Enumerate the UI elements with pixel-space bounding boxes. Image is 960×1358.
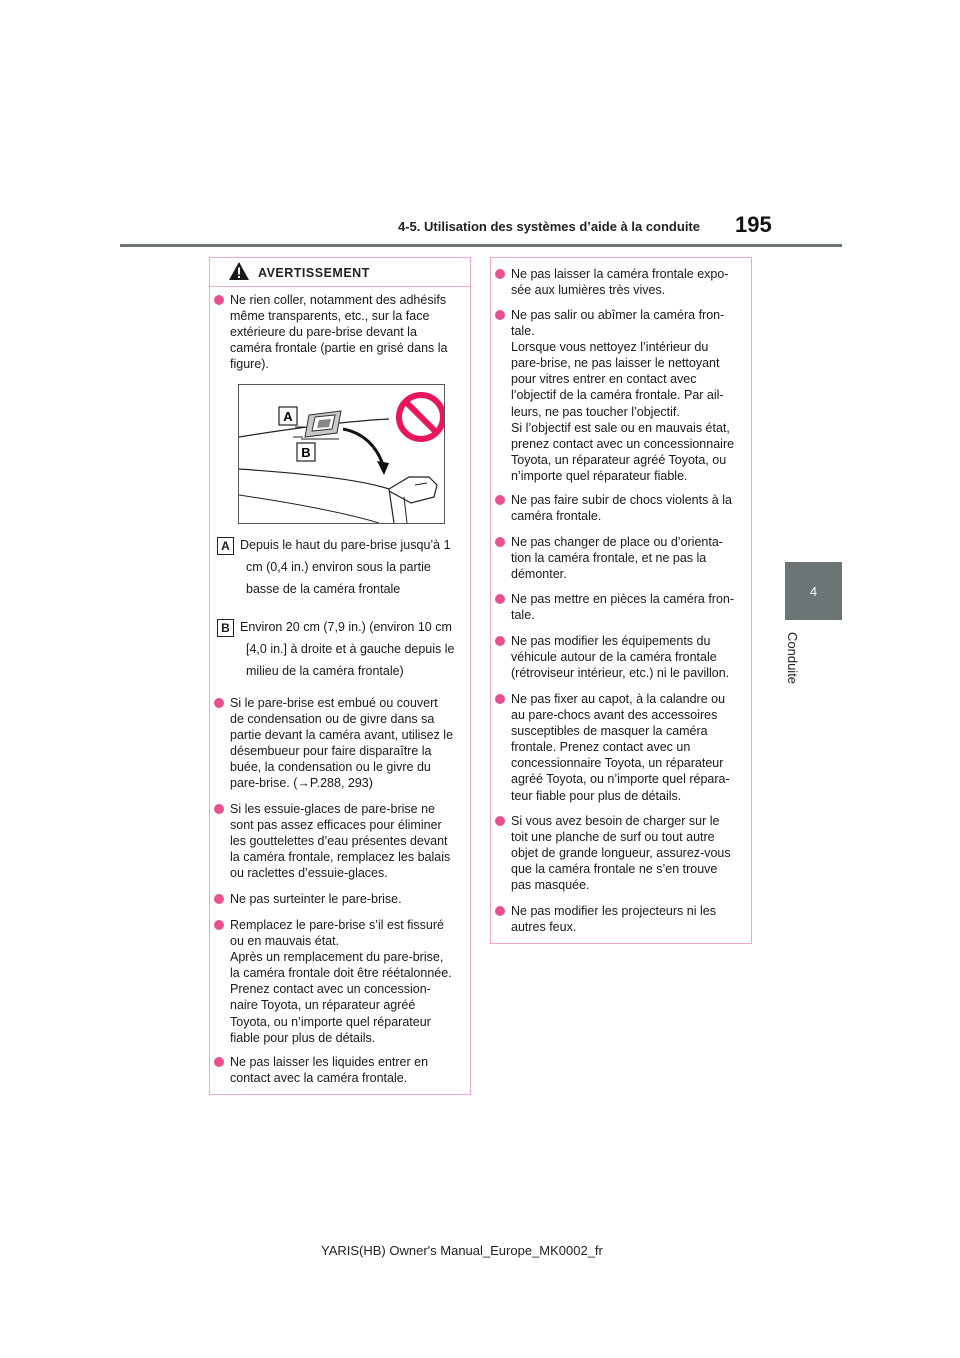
item-text: Ne pas modifier les équipements du véhicule autour de la caméra frontale (rétroviseur intérieur, etc.) ni le pavillon. xyxy=(511,634,730,681)
item-text: Ne pas salir ou abîmer la caméra fron- tale. Lorsque vous nettoyez l’intérieur du pare-brise, ne pas laisser le nettoyant pour vitres entrer en contact avec l’objectif de la caméra frontale. Par ail- leurs, ne pas toucher l’objectif. Si l’objectif est sale ou en mauvais état, prenez contact avec un concessionnaire Toyota, un réparateur agréé Toyota, ou n’importe quel réparateur fiable. xyxy=(511,308,735,483)
warning-box-right xyxy=(490,257,752,944)
bullet-icon xyxy=(214,295,224,305)
tag-b: B xyxy=(217,619,234,637)
windshield-illustration xyxy=(239,385,444,523)
bullet-icon xyxy=(495,495,505,505)
bullet-icon xyxy=(214,1057,224,1067)
header-divider xyxy=(120,244,842,247)
bullet-icon xyxy=(495,310,505,320)
bullet-icon xyxy=(495,269,505,279)
bullet-icon xyxy=(495,816,505,826)
tag-a: A xyxy=(217,537,234,555)
section-title: 4-5. Utilisation des systèmes d’aide à la conduite xyxy=(398,219,700,234)
bullet-icon xyxy=(214,920,224,930)
label-b-row xyxy=(217,619,469,685)
list-item xyxy=(214,292,464,372)
list-item xyxy=(495,266,745,298)
warning-title: AVERTISSEMENT xyxy=(258,266,370,280)
warning-header xyxy=(210,258,470,287)
list-item xyxy=(495,307,745,484)
chapter-label-wrap xyxy=(786,632,802,712)
item-text: Si vous avez besoin de charger sur le toit une planche de surf ou tout autre objet de grande longueur, assurez-vous que la caméra frontale ne s’en trouve pas masquée. xyxy=(511,814,731,893)
item-text: Ne pas laisser la caméra frontale expo- sée aux lumières très vives. xyxy=(511,267,729,298)
item-text: Ne pas faire subir de chocs violents à la caméra frontale. xyxy=(511,493,732,524)
list-item xyxy=(495,633,745,681)
chapter-tab xyxy=(785,562,842,620)
windshield-camera-figure xyxy=(238,384,445,524)
bullet-icon xyxy=(214,894,224,904)
list-item xyxy=(214,1054,464,1086)
label-b-line: Environ 20 cm (7,9 in.) (environ 10 cm xyxy=(240,620,452,634)
list-item xyxy=(495,591,745,623)
list-item xyxy=(495,903,745,935)
bullet-icon xyxy=(214,698,224,708)
label-a-row xyxy=(217,537,469,603)
bullet-icon xyxy=(495,636,505,646)
label-a-line: Depuis le haut du pare-brise jusqu’à 1 xyxy=(240,538,451,552)
item-text: Ne pas mettre en pièces la caméra fron- tale. xyxy=(511,592,735,623)
bullet-icon xyxy=(495,694,505,704)
label-a-line: basse de la caméra frontale xyxy=(246,582,401,596)
item-text: Ne rien coller, notamment des adhésifs même transparents, etc., sur la face extérieure du pare-brise devant la caméra frontale (partie en grisé dans la figure). xyxy=(230,293,448,372)
list-item xyxy=(214,917,464,1046)
list-item xyxy=(495,492,745,524)
chapter-label: Conduite xyxy=(785,632,800,685)
list-item xyxy=(214,801,464,881)
item-text: Si les essuie-glaces de pare-brise ne sont pas assez efficaces pour éliminer les gouttelettes d’eau présentes devant la caméra frontale, remplacez les balais ou raclettes d’essuie-glaces. xyxy=(230,802,451,881)
warning-box-left xyxy=(209,257,471,1095)
chapter-number: 4 xyxy=(809,584,818,599)
list-item xyxy=(495,534,745,582)
bullet-icon xyxy=(495,594,505,604)
warning-triangle-icon xyxy=(228,261,250,281)
label-b-line: milieu de la caméra frontale) xyxy=(246,664,404,678)
bullet-icon xyxy=(214,804,224,814)
item-text: Ne pas changer de place ou d’orienta- tion la caméra frontale, et ne pas la démonter. xyxy=(511,535,723,582)
footer-text: YARIS(HB) Owner's Manual_Europe_MK0002_fr xyxy=(321,1243,603,1258)
label-a-line: cm (0,4 in.) environ sous la partie xyxy=(246,560,431,574)
list-item xyxy=(495,691,745,804)
item-text: Ne pas fixer au capot, à la calandre ou au pare-chocs avant des accessoires susceptibles de masquer la caméra frontale. Prenez contact avec un concessionnaire Toyota, un réparateur agréé Toyota, ou n’importe quel répara- teur fiable pour plus de détails. xyxy=(511,692,730,803)
figure-label-a: A xyxy=(283,409,293,424)
page-number: 195 xyxy=(735,212,772,237)
list-item xyxy=(495,813,745,893)
label-b-line: [4,0 in.] à droite et à gauche depuis le xyxy=(246,642,455,656)
list-item xyxy=(214,695,464,792)
item-text: Ne pas modifier les projecteurs ni les autres feux. xyxy=(511,904,716,935)
list-item xyxy=(214,891,464,907)
item-text: Ne pas surteinter le pare-brise. xyxy=(230,892,402,906)
item-text: Ne pas laisser les liquides entrer en contact avec la caméra frontale. xyxy=(230,1055,429,1086)
figure-label-b: B xyxy=(301,445,311,460)
bullet-icon xyxy=(495,537,505,547)
item-text: Remplacez le pare-brise s’il est fissuré ou en mauvais état. Après un remplacement du pare-brise, la caméra frontale doit être réétalonnée. Prenez contact avec un concession- naire Toyota, un réparateur agréé Toyota, ou n’importe quel réparateur fiable pour plus de détails. xyxy=(230,918,452,1045)
bullet-icon xyxy=(495,906,505,916)
item-text: Si le pare-brise est embué ou couvert de condensation ou de givre dans sa partie devant la caméra avant, utilisez le désembueur pour faire disparaître la buée, la condensation ou le givre du pare-brise. (→P.288, 293) xyxy=(230,696,454,791)
